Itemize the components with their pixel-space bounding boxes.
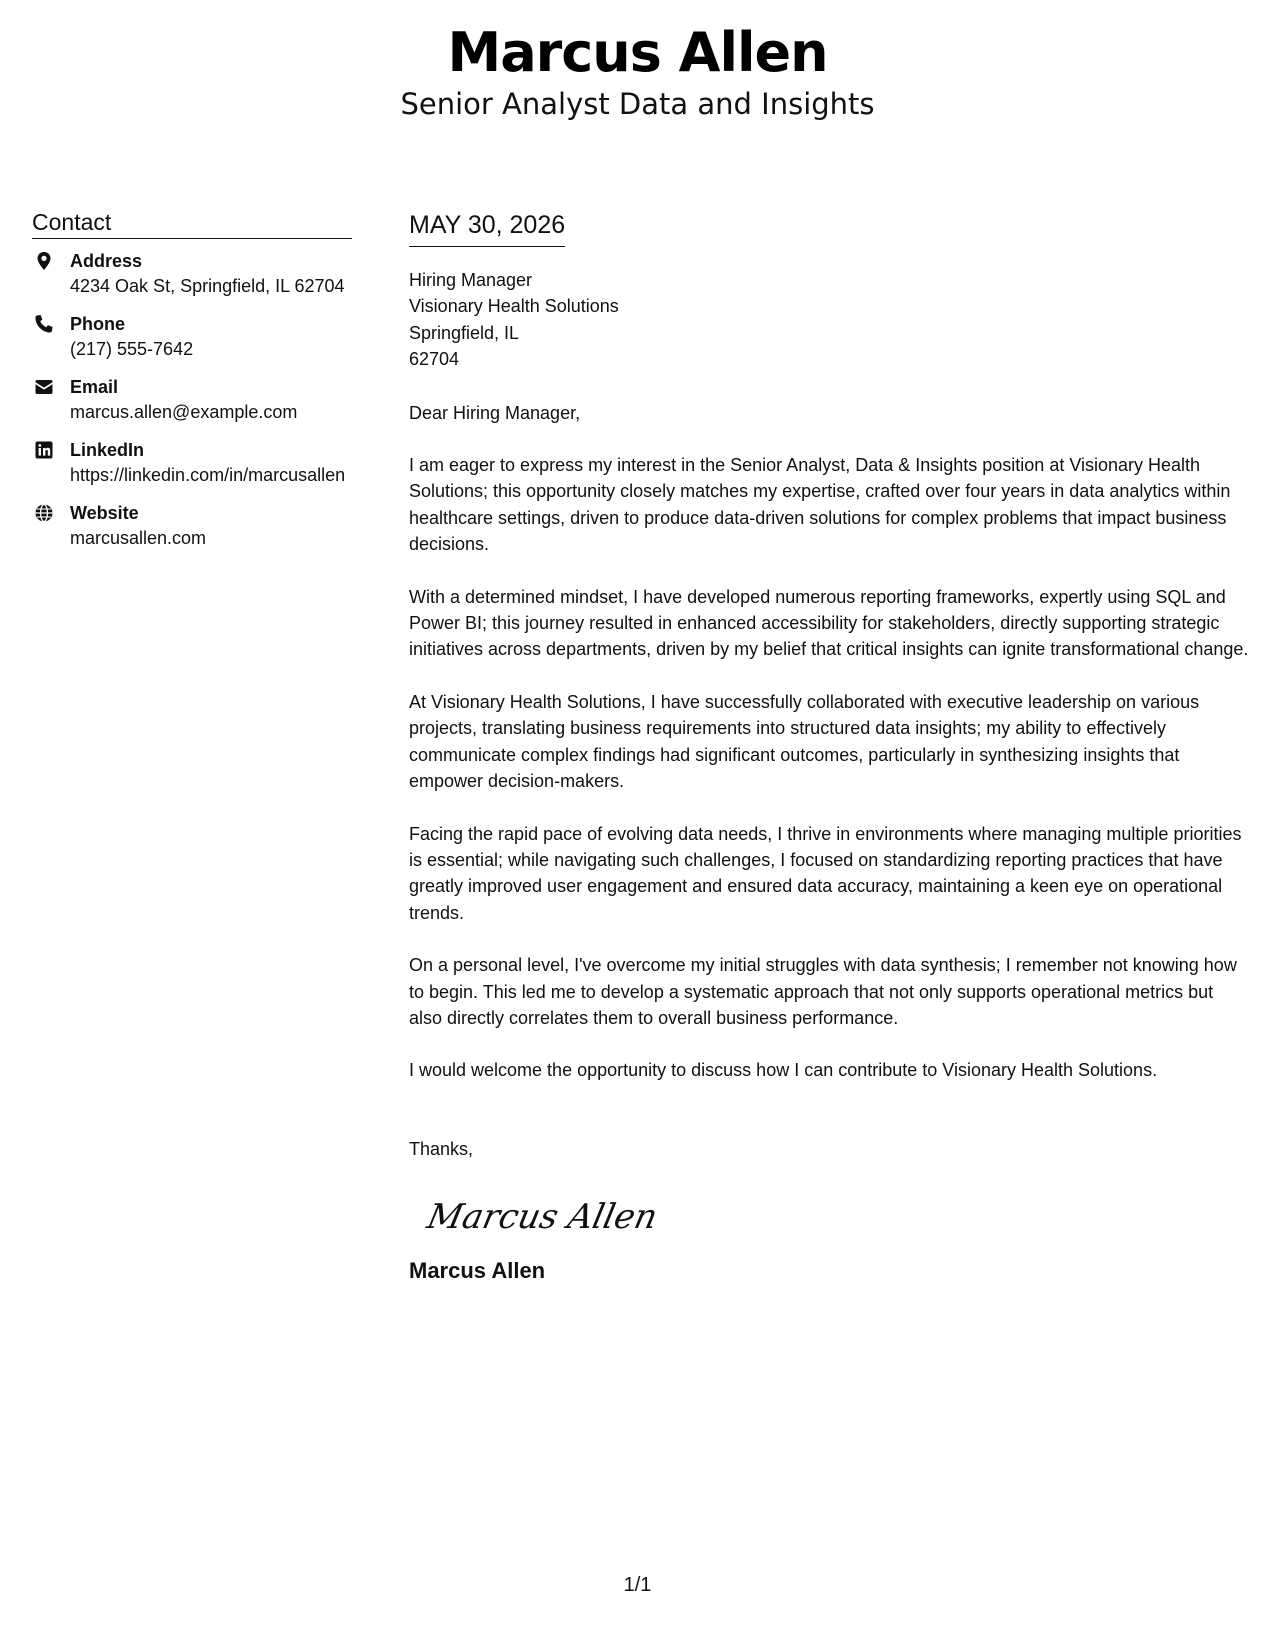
letter-header bbox=[0, 22, 1275, 122]
linkedin-icon bbox=[34, 440, 54, 460]
envelope-icon bbox=[34, 377, 54, 397]
email-value: marcus.allen@example.com bbox=[70, 402, 298, 422]
recipient-block bbox=[409, 267, 1249, 373]
website-value[interactable]: marcusallen.com bbox=[70, 528, 207, 548]
applicant-name: Marcus Allen bbox=[447, 21, 828, 84]
recipient-line: Visionary Health Solutions bbox=[409, 296, 619, 317]
address-value: 4234 Oak St, Springfield, IL 62704 bbox=[70, 276, 345, 296]
body-paragraph: On a personal level, I've overcome my initial struggles with data synthesis; I remember not knowing how to begin. This led me to develop a systematic approach that not only supports operational metrics but also directly correlates them to overall business performance. bbox=[409, 955, 1237, 1028]
body-paragraph: I am eager to express my interest in the Senior Analyst, Data & Insights position at Visionary Health Solutions; this opportunity closely matches my expertise, crafted over four years in data analytics within healthcare settings, driven to produce data-driven solutions for complex problems that impact business decisions. bbox=[409, 455, 1231, 555]
contact-item-website bbox=[32, 501, 352, 551]
contact-item-email bbox=[32, 375, 352, 425]
contact-label: Phone bbox=[70, 314, 126, 334]
body-paragraph: At Visionary Health Solutions, I have successfully collaborated with executive leadership on various projects, translating business requirements into structured data insights; my ability to effectively communicate complex findings had significant outcomes, particularly in synthesizing insights that empower decision-makers. bbox=[409, 691, 1200, 792]
closing: Thanks, bbox=[409, 1138, 474, 1159]
recipient-line: Hiring Manager bbox=[409, 270, 533, 290]
salutation: Dear Hiring Manager, bbox=[409, 402, 581, 423]
globe-icon bbox=[34, 503, 54, 523]
contact-label: Website bbox=[70, 503, 139, 523]
signature-script: Marcus Allen bbox=[423, 1197, 661, 1238]
page-number: 1/1 bbox=[623, 1574, 652, 1596]
contact-label: Address bbox=[70, 251, 143, 271]
contact-sidebar bbox=[32, 208, 352, 564]
contact-item-linkedin bbox=[32, 438, 352, 488]
contact-section-title: Contact bbox=[32, 208, 352, 239]
linkedin-value[interactable]: https://linkedin.com/in/marcusallen bbox=[70, 465, 346, 485]
letter-date: MAY 30, 2026 bbox=[409, 208, 565, 247]
contact-label: Email bbox=[70, 377, 119, 397]
contact-item-phone bbox=[32, 312, 352, 362]
letter-body bbox=[409, 208, 1249, 1286]
contact-label: LinkedIn bbox=[70, 440, 145, 460]
body-paragraph: I would welcome the opportunity to discuss how I can contribute to Visionary Health Solutions. bbox=[409, 1060, 1158, 1081]
body-paragraph: Facing the rapid pace of evolving data needs, I thrive in environments where managing multiple priorities is essential; while navigating such challenges, I focused on standardizing reporting practices that have greatly improved user engagement and ensured data accuracy, maintaining a keen eye on operational trends. bbox=[409, 823, 1242, 923]
contact-list bbox=[32, 249, 352, 551]
recipient-line: 62704 bbox=[409, 349, 460, 370]
signed-name: Marcus Allen bbox=[409, 1258, 546, 1284]
contact-item-address bbox=[32, 249, 352, 299]
signature-image bbox=[423, 1184, 673, 1246]
phone-icon bbox=[34, 314, 54, 334]
phone-value: (217) 555-7642 bbox=[70, 339, 194, 359]
map-pin-icon bbox=[34, 251, 54, 271]
recipient-line: Springfield, IL bbox=[409, 322, 520, 343]
applicant-title: Senior Analyst Data and Insights bbox=[400, 87, 875, 121]
body-paragraph: With a determined mindset, I have developed numerous reporting frameworks, expertly using SQL and Power BI; this journey resulted in enhanced accessibility for stakeholders, directly supporting strategic initiatives across departments, driven by my belief that critical insights can ignite transformational change. bbox=[409, 586, 1249, 660]
